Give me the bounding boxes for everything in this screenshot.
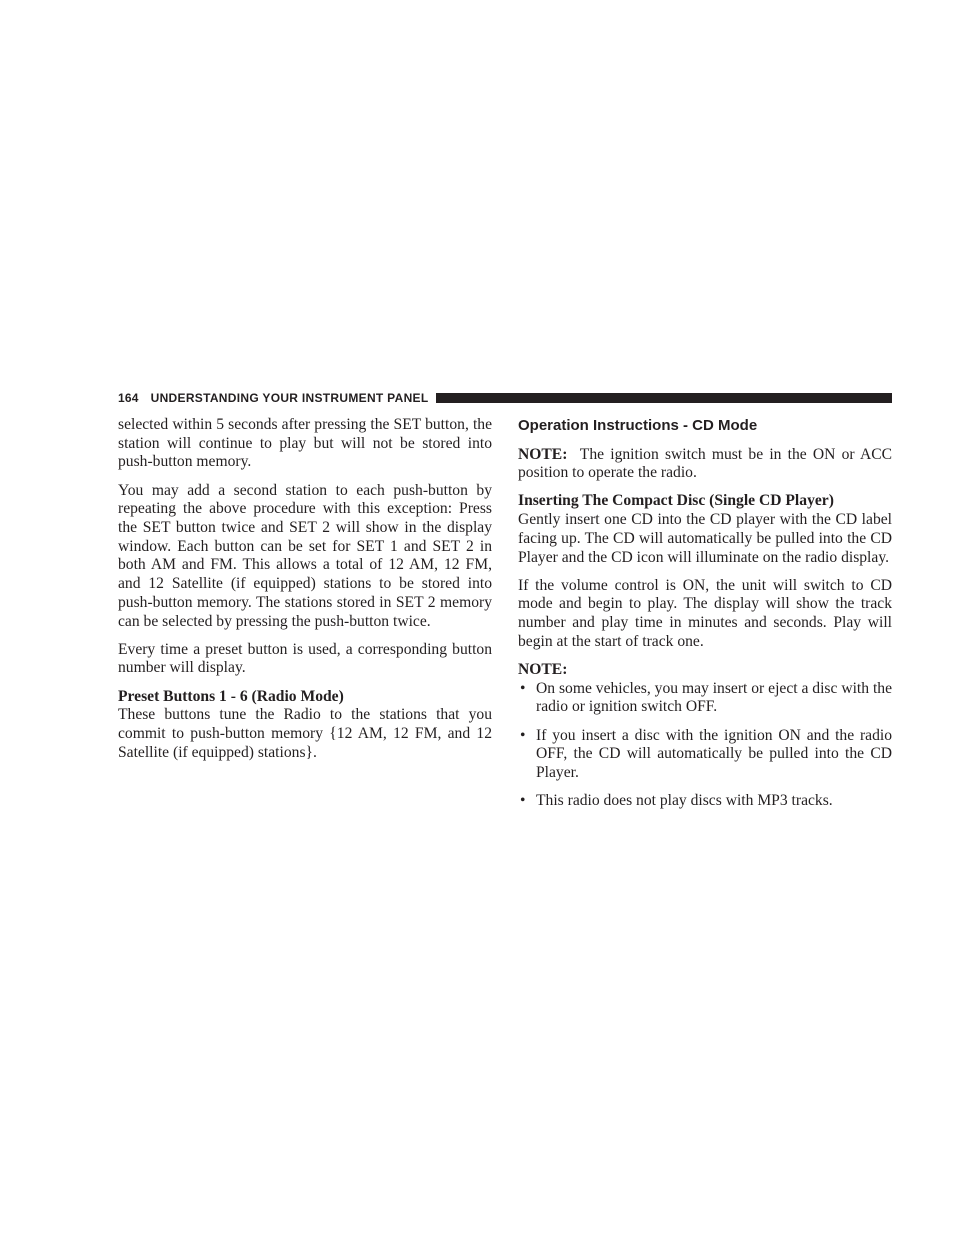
list-item-text: This radio does not play discs with MP3 tracks. <box>536 792 833 810</box>
left-column <box>118 416 492 772</box>
note-ignition <box>518 446 892 483</box>
list-item-text: If you insert a disc with the ignition ON and the radio OFF, the CD will automatically be pulled into the CD Player. <box>536 726 892 782</box>
paragraph-preset-display: Every time a preset button is used, a corresponding button number will display. <box>118 640 492 677</box>
note-ignition-text: The ignition switch must be in the ON or ACC position to operate the radio. <box>518 445 893 482</box>
bullet-icon: • <box>520 726 526 744</box>
preset-buttons-heading: Preset Buttons 1 - 6 (Radio Mode) <box>118 687 344 705</box>
cd-mode-heading: Operation Instructions - CD Mode <box>518 417 758 434</box>
list-item-text: On some vehicles, you may insert or eject a disc with the radio or ignition switch OFF. <box>536 679 892 716</box>
paragraph-insert-cd: Gently insert one CD into the CD player with the CD label facing up. The CD will automatically be pulled into the CD Player and the CD icon will illuminate on the radio display. <box>518 511 892 566</box>
list-item <box>518 727 892 783</box>
inserting-cd-heading: Inserting The Compact Disc (Single CD Player) <box>518 492 834 510</box>
section-title: UNDERSTANDING YOUR INSTRUMENT PANEL <box>150 391 429 405</box>
paragraph-second-station: You may add a second station to each push-button by repeating the above procedure with this exception: Press the SET button twice and SET 2 will show in the display window. Each button can be set for SET 1 and SET 2 in both AM and FM. This allows a total of 12 AM, 12 FM, and 12 Satellite (if equipped) stations to be stored into push-button memory. The stations stored in SET 2 memory can be selected by pressing the push-button twice. <box>118 481 492 630</box>
right-column <box>518 416 892 820</box>
paragraph-set-button: selected within 5 seconds after pressing the SET button, the station will continue to play but will not be stored into push-button memory. <box>118 416 492 471</box>
paragraph-preset-buttons: These buttons tune the Radio to the stations that you commit to push-button memory {12 AM, 12 FM, and 12 Satellite (if equipped) stations}. <box>118 706 492 761</box>
list-item <box>518 792 892 811</box>
note-label: NOTE: <box>518 445 568 463</box>
bullet-icon: • <box>520 792 526 810</box>
paragraph-volume-on: If the volume control is ON, the unit will switch to CD mode and begin to play. The display will show the track number and play time in minutes and seconds. Play will begin at the start of track one. <box>518 576 892 650</box>
note-heading: NOTE: <box>518 661 568 679</box>
header-rule <box>436 393 892 403</box>
page-number: 164 <box>118 391 139 405</box>
note-bullet-list <box>518 680 892 811</box>
bullet-icon: • <box>520 679 526 697</box>
list-item <box>518 680 892 717</box>
page-header <box>118 389 892 407</box>
